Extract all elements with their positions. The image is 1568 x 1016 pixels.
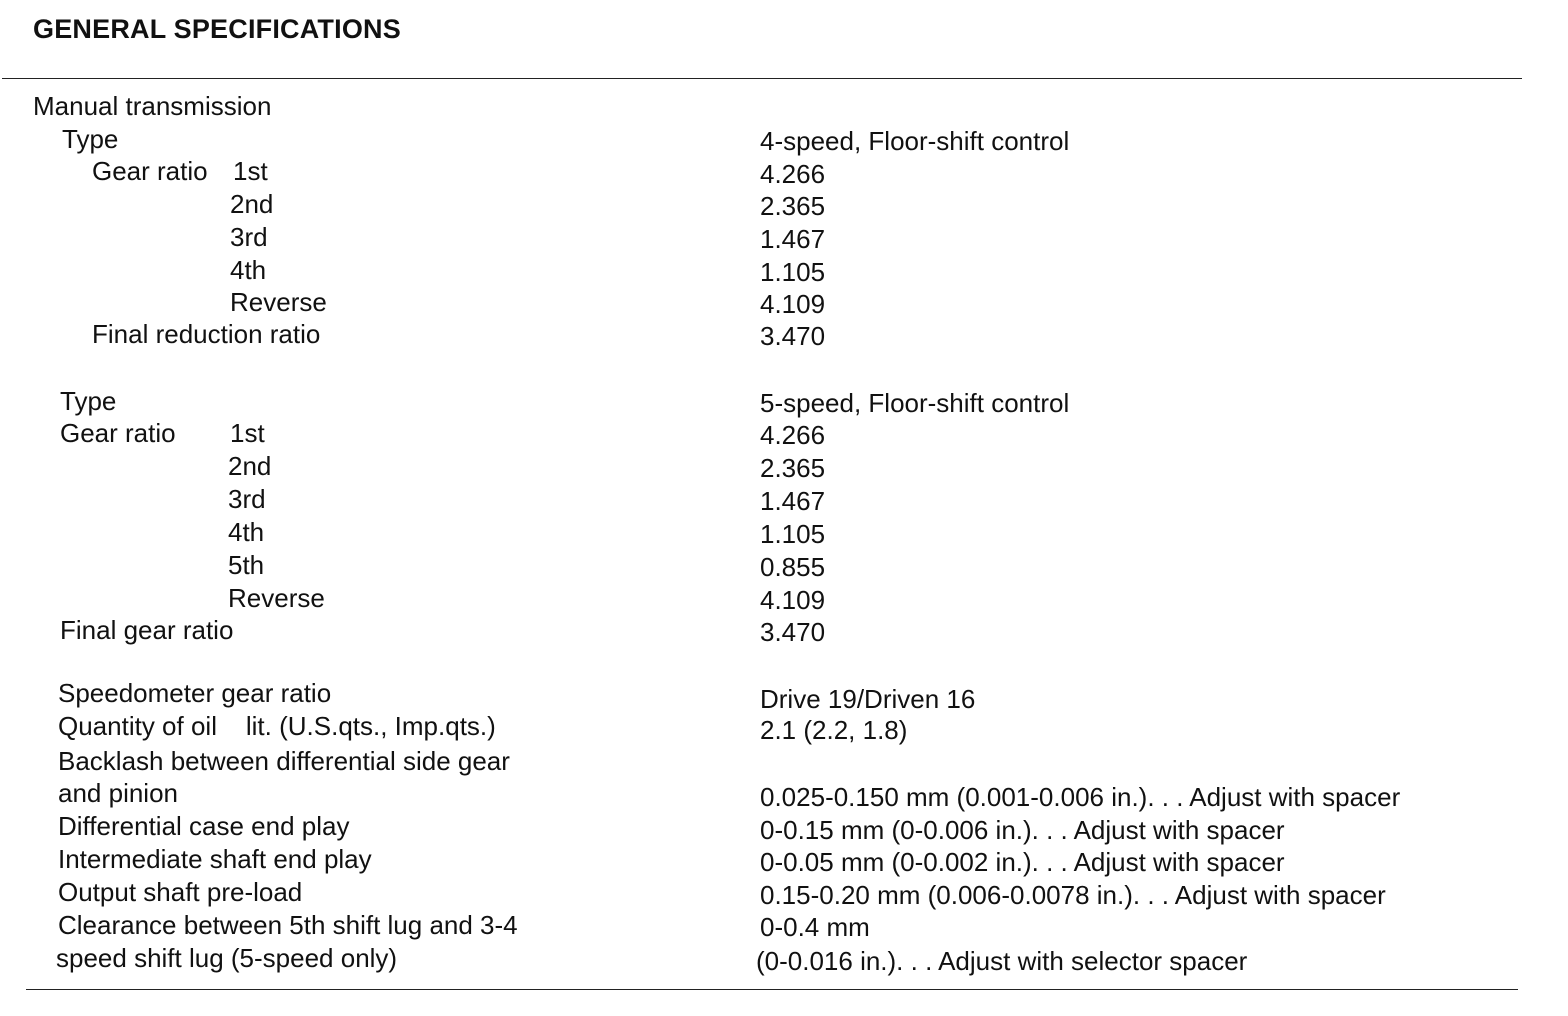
spec-value: Drive 19/Driven 16 [760, 684, 976, 714]
four-speed-gear-value: 4.266 [760, 159, 826, 189]
five-speed-type-label: Type [60, 386, 117, 416]
five-speed-gear-value: 1.467 [760, 486, 826, 516]
four-speed-gear-name: 4th [230, 255, 267, 285]
five-speed-final-label: Final gear ratio [60, 615, 234, 645]
four-speed-final-value: 3.470 [760, 321, 826, 351]
five-speed-gear-value: 1.105 [760, 519, 826, 549]
top-divider [2, 78, 1522, 79]
five-speed-gear-value: 4.266 [760, 420, 826, 450]
four-speed-final-label: Final reduction ratio [92, 319, 321, 349]
spec-label: Intermediate shaft end play [58, 844, 372, 874]
five-speed-gear-name: 4th [228, 517, 265, 547]
four-speed-gear-value: 1.105 [760, 257, 826, 287]
spec-value: 0-0.15 mm (0-0.006 in.). . . Adjust with spacer [760, 815, 1285, 845]
five-speed-gear-name: Reverse [228, 583, 325, 613]
four-speed-gear-value: 2.365 [760, 191, 826, 221]
four-speed-gear-name: Reverse [230, 287, 327, 317]
bottom-divider [26, 989, 1518, 990]
five-speed-gear-name: 2nd [228, 451, 272, 481]
five-speed-gear-ratio-label: Gear ratio [60, 418, 176, 448]
spec-label: speed shift lug (5-speed only) [56, 943, 398, 973]
four-speed-type-value: 4-speed, Floor-shift control [760, 126, 1070, 156]
spec-value: 0.025-0.150 mm (0.001-0.006 in.). . . Adjust with spacer [760, 782, 1401, 812]
spec-label: Backlash between differential side gear [58, 746, 510, 776]
four-speed-type-label: Type [62, 124, 119, 154]
five-speed-gear-value: 4.109 [760, 585, 826, 615]
four-speed-gear-name: 3rd [230, 222, 268, 252]
spec-value: 0-0.05 mm (0-0.002 in.). . . Adjust with spacer [760, 847, 1285, 877]
four-speed-gear-name: 2nd [230, 189, 274, 219]
spec-label: Quantity of oil lit. (U.S.qts., Imp.qts.) [58, 711, 496, 741]
five-speed-gear-value: 0.855 [760, 552, 826, 582]
five-speed-gear-name: 5th [228, 550, 265, 580]
spec-value: (0-0.016 in.). . . Adjust with selector spacer [756, 946, 1248, 976]
four-speed-gear-value: 4.109 [760, 289, 826, 319]
five-speed-gear-name: 1st [230, 418, 265, 448]
four-speed-gear-name: 1st [233, 156, 268, 186]
spec-value: 0.15-0.20 mm (0.006-0.0078 in.). . . Adjust with spacer [760, 880, 1386, 910]
spec-value: 2.1 (2.2, 1.8) [760, 715, 908, 745]
spec-label: and pinion [58, 778, 178, 808]
page-title: GENERAL SPECIFICATIONS [33, 14, 401, 44]
four-speed-gear-ratio-label: Gear ratio [92, 156, 208, 186]
five-speed-gear-value: 2.365 [760, 453, 826, 483]
section-heading: Manual transmission [33, 91, 272, 121]
spec-value: 0-0.4 mm [760, 912, 870, 942]
spec-label: Clearance between 5th shift lug and 3-4 [58, 910, 518, 940]
five-speed-gear-name: 3rd [228, 484, 266, 514]
spec-label: Speedometer gear ratio [58, 678, 332, 708]
five-speed-final-value: 3.470 [760, 617, 826, 647]
spec-label: Output shaft pre-load [58, 877, 303, 907]
spec-label: Differential case end play [58, 811, 350, 841]
four-speed-gear-value: 1.467 [760, 224, 826, 254]
five-speed-type-value: 5-speed, Floor-shift control [760, 388, 1070, 418]
